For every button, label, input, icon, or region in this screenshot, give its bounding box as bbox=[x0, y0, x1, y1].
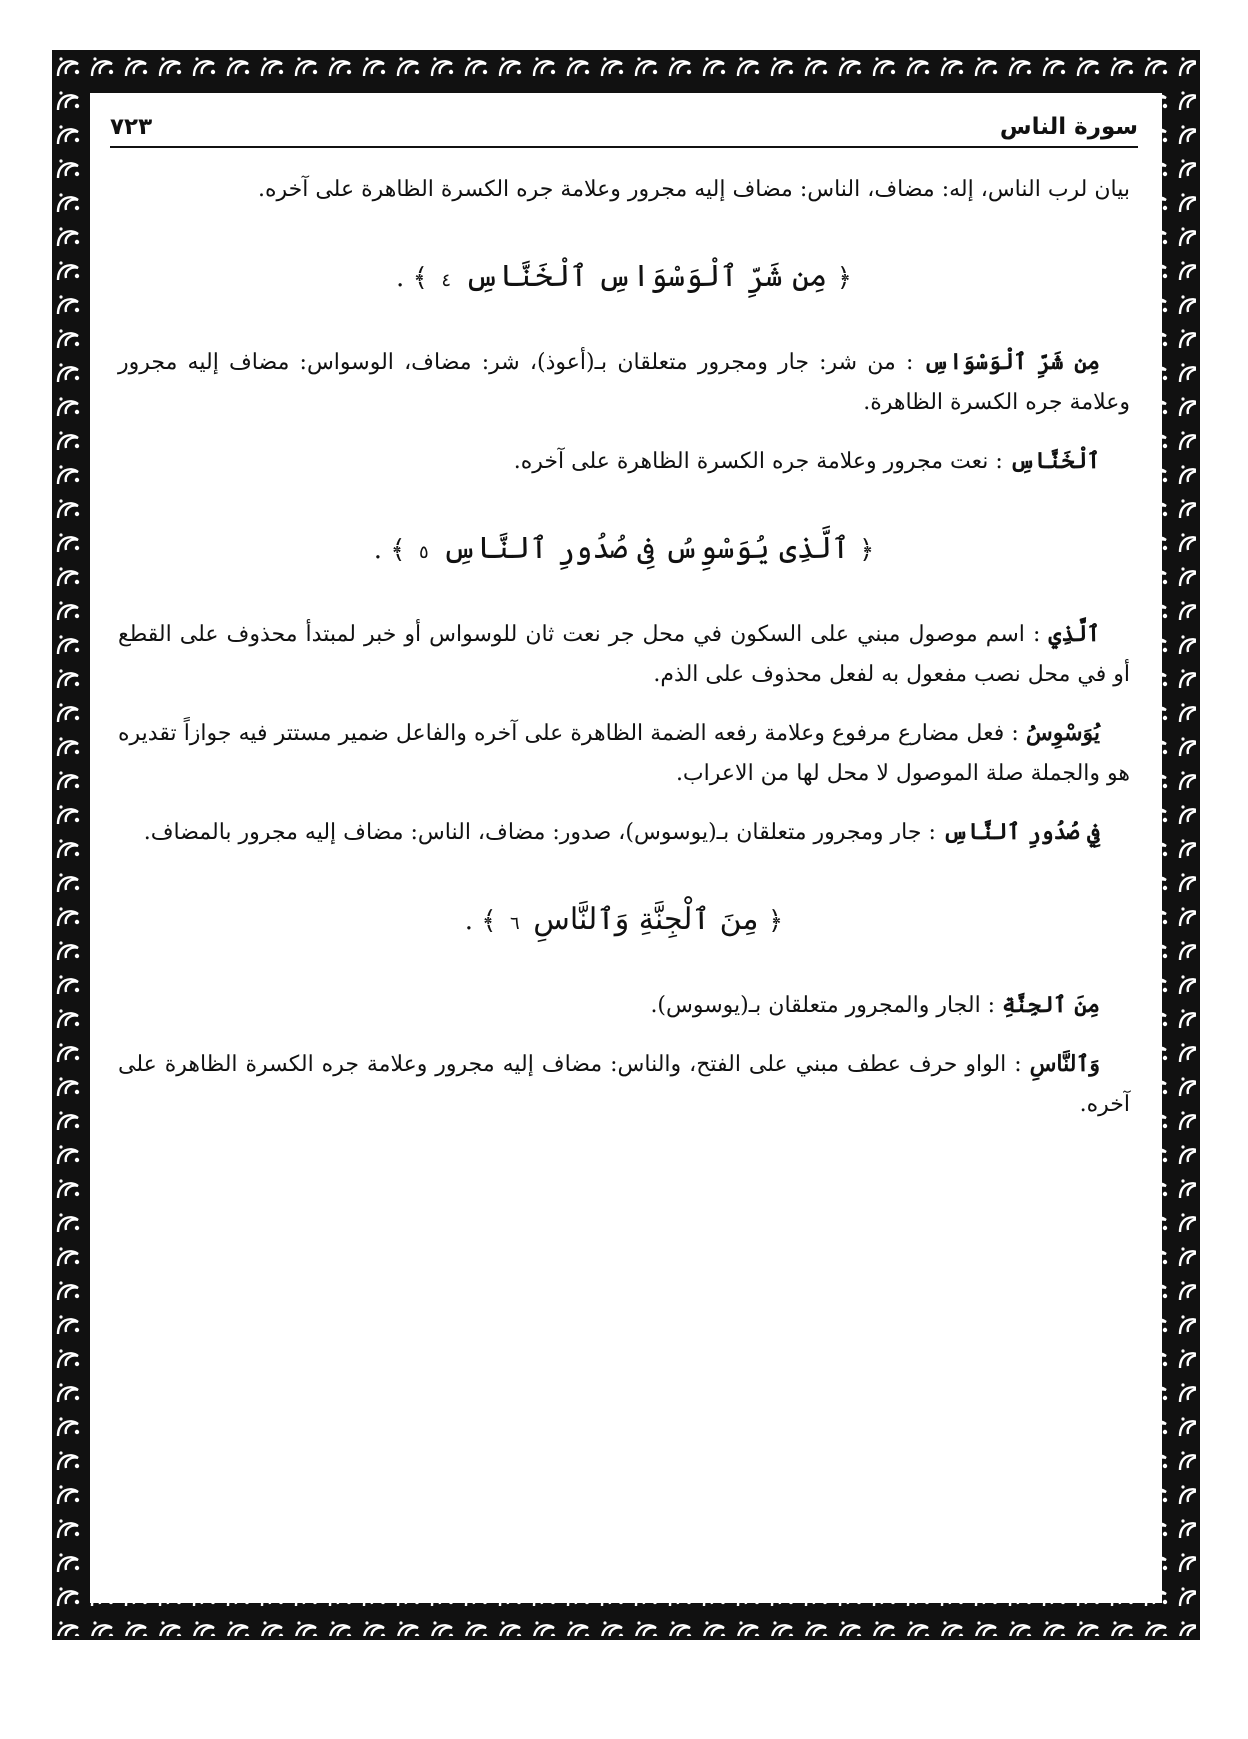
analysis-text: : فعل مضارع مرفوع وعلامة رفعه الضمة الظاهرة على آخره والفاعل ضمير مستتر فيه جوازاً تقديره هو والجملة صلة الموصول لا محل لها من الاعراب. bbox=[118, 721, 1130, 786]
verse-6 bbox=[118, 895, 1130, 949]
paragraph-analysis bbox=[118, 1044, 1130, 1125]
page-header bbox=[110, 110, 1138, 146]
verse-text: مِن شَرِّ ٱلْوَسْوَاسِ ٱلْخَنَّاسِ bbox=[464, 259, 828, 294]
verse-number: ٦ bbox=[510, 913, 520, 934]
page-body bbox=[118, 170, 1130, 1143]
paragraph-analysis bbox=[118, 342, 1130, 423]
paragraph-continuation: بيان لرب الناس، إله: مضاف، الناس: مضاف إليه مجرور وعلامة جره الكسرة الظاهرة على آخره. bbox=[257, 177, 1130, 202]
verse-open-bracket: ﴿ bbox=[859, 535, 875, 565]
verse-text: ٱلَّذِى يُوَسْوِسُ فِى صُدُورِ ٱلنَّاسِ bbox=[442, 531, 850, 566]
analysis-text: : الجار والمجرور متعلقان بـ(يوسوس). bbox=[650, 993, 996, 1018]
analysis-text: : من شر: جار ومجرور متعلقان بـ(أعوذ)، شر: مضاف، الوسواس: مضاف إليه مجرور وعلامة جره الكسرة الظاهرة. bbox=[118, 350, 1130, 415]
paragraph-analysis bbox=[118, 985, 1130, 1026]
verse-open-bracket: ﴿ bbox=[836, 263, 852, 293]
analysis-text: : جار ومجرور متعلقان بـ(يوسوس)، صدور: مضاف، الناس: مضاف إليه مجرور بالمضاف. bbox=[143, 820, 936, 845]
verse-open-bracket: ﴿ bbox=[768, 906, 784, 936]
paragraph-analysis bbox=[118, 713, 1130, 794]
paragraph-analysis bbox=[118, 614, 1130, 695]
verse-4 bbox=[118, 252, 1130, 306]
analysis-term: فِي صُدُورِ ٱلنَّاسِ bbox=[942, 819, 1100, 845]
paragraph-analysis bbox=[118, 441, 1130, 482]
surah-title: سورة الناس bbox=[999, 114, 1138, 140]
verse-5 bbox=[118, 524, 1130, 578]
verse-text: مِنَ ٱلْجِنَّةِ وَٱلنَّاسِ bbox=[533, 902, 759, 937]
analysis-term: ٱلْخَنَّاسِ bbox=[1009, 448, 1100, 474]
analysis-term: وَٱلنَّاسِ bbox=[1029, 1051, 1100, 1077]
paragraph-analysis bbox=[118, 812, 1130, 853]
verse-number: ٥ bbox=[419, 542, 429, 563]
verse-close-bracket: ﴾ . bbox=[464, 906, 497, 936]
page-number: ٧٢٣ bbox=[110, 114, 153, 140]
analysis-text: : الواو حرف عطف مبني على الفتح، والناس: مضاف إليه مجرور وعلامة جره الكسرة الظاهرة على آخره. bbox=[118, 1052, 1130, 1117]
header-divider bbox=[110, 146, 1138, 148]
analysis-term: يُوَسْوِسُ bbox=[1025, 720, 1100, 746]
analysis-term: مِن شَرِّ ٱلْوَسْوَاسِ bbox=[923, 349, 1100, 375]
analysis-text: : اسم موصول مبني على السكون في محل جر نعت ثان للوسواس أو خبر لمبتدأ محذوف على القطع أو في محل نصب مفعول به لفعل محذوف على الذم. bbox=[118, 622, 1130, 687]
analysis-term: مِنَ ٱلجِنَّةِ bbox=[1002, 992, 1100, 1018]
analysis-text: : نعت مجرور وعلامة جره الكسرة الظاهرة على آخره. bbox=[513, 449, 1003, 474]
analysis-term: ٱلَّذِي bbox=[1048, 621, 1100, 647]
verse-close-bracket: ﴾ . bbox=[373, 535, 406, 565]
verse-number: ٤ bbox=[441, 270, 452, 291]
verse-close-bracket: ﴾ . bbox=[396, 263, 428, 293]
